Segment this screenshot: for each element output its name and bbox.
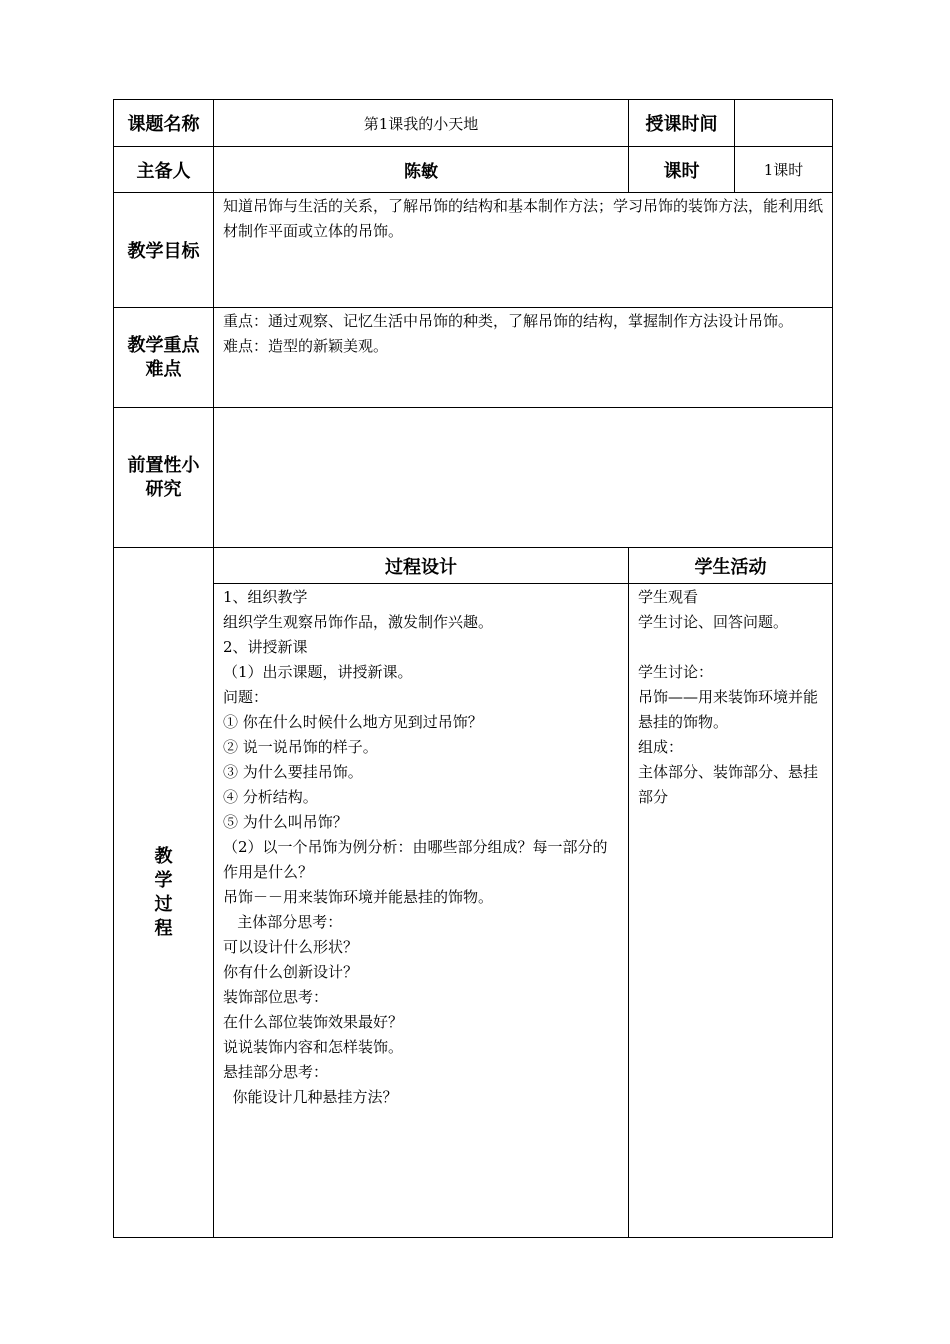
key-points-label-line-1: 教学重点 <box>127 334 200 356</box>
design-line: ③ 为什么要挂吊饰。 <box>223 763 363 781</box>
process-label-char-3: 过 <box>154 893 173 915</box>
design-line: ② 说一说吊饰的样子。 <box>223 738 378 756</box>
hours-label: 课时 <box>629 147 735 193</box>
design-line: （1）出示课题，讲授新课。 <box>223 663 413 681</box>
time-value <box>735 100 833 147</box>
activity-line: 主体部分、装饰部分、悬挂部分 <box>638 763 819 806</box>
design-line: 在什么部位装饰效果最好？ <box>223 1013 404 1031</box>
design-line: 你能设计几种悬挂方法？ <box>223 1088 398 1106</box>
process-label-char-2: 学 <box>154 869 173 891</box>
process-label-char-1: 教 <box>154 845 173 867</box>
process-header-row <box>114 548 833 584</box>
key-points-row <box>114 308 833 408</box>
design-line: 可以设计什么形状？ <box>223 938 359 956</box>
hours-value: 1课时 <box>735 147 833 193</box>
process-label-char-4: 程 <box>154 917 173 939</box>
activity-line: 学生观看 <box>638 588 699 606</box>
design-line: 主体部分思考： <box>223 913 343 931</box>
design-line: 1、组织教学 <box>223 588 308 606</box>
design-line: ⑤ 为什么叫吊饰？ <box>223 813 348 831</box>
lesson-plan-table <box>113 99 833 1238</box>
design-line: 装饰部位思考： <box>223 988 329 1006</box>
design-line: （2）以一个吊饰为例分析：由哪些部分组成？每一部分的作用是什么？ <box>223 838 608 881</box>
design-line: 2、讲授新课 <box>223 638 308 656</box>
design-line: 吊饰－－用来装饰环境并能悬挂的饰物。 <box>223 888 494 906</box>
activity-line: 学生讨论： <box>638 663 714 681</box>
preparer-label: 主备人 <box>114 147 214 193</box>
key-points-label-line-2: 难点 <box>145 358 182 380</box>
activity-line: 组成： <box>638 738 684 756</box>
topic-label: 课题名称 <box>114 100 214 147</box>
design-header: 过程设计 <box>214 548 629 584</box>
goals-text: 知道吊饰与生活的关系，了解吊饰的结构和基本制作方法；学习吊饰的装饰方法，能利用纸材制作平面或立体的吊饰。 <box>223 197 824 240</box>
process-body-row <box>114 584 833 1238</box>
design-line: ④ 分析结构。 <box>223 788 318 806</box>
pre-study-row <box>114 408 833 548</box>
pre-study-label <box>114 408 214 548</box>
design-line: 组织学生观察吊饰作品，激发制作兴趣。 <box>223 613 494 631</box>
goals-row <box>114 193 833 308</box>
key-points-label <box>114 308 214 408</box>
goals-label: 教学目标 <box>114 193 214 308</box>
pre-study-label-line-2: 研究 <box>145 478 182 500</box>
design-line: 悬挂部分思考： <box>223 1063 329 1081</box>
key-points-cell <box>214 308 833 408</box>
pre-study-cell <box>214 408 833 548</box>
design-cell <box>214 584 629 1238</box>
design-line: 你有什么创新设计？ <box>223 963 359 981</box>
key-point-text: 重点：通过观察、记忆生活中吊饰的种类，了解吊饰的结构，掌握制作方法设计吊饰。 <box>223 312 794 330</box>
design-line: 说说装饰内容和怎样装饰。 <box>223 1038 404 1056</box>
preparer-value: 陈敏 <box>214 147 629 193</box>
activity-cell <box>629 584 833 1238</box>
goals-cell <box>214 193 833 308</box>
activity-line: 吊饰——用来装饰环境并能悬挂的饰物。 <box>638 688 819 731</box>
time-label: 授课时间 <box>629 100 735 147</box>
difficulty-text: 难点：造型的新颖美观。 <box>223 337 389 355</box>
design-line: 问题： <box>223 688 269 706</box>
activity-header: 学生活动 <box>629 548 833 584</box>
activity-line: 学生讨论、回答问题。 <box>638 613 789 631</box>
pre-study-label-line-1: 前置性小 <box>127 454 200 476</box>
topic-row <box>114 100 833 147</box>
preparer-row <box>114 147 833 193</box>
topic-value: 第1课我的小天地 <box>214 100 629 147</box>
process-label <box>114 548 214 1238</box>
design-line: ① 你在什么时候什么地方见到过吊饰？ <box>223 713 483 731</box>
activity-line-blank <box>638 635 826 660</box>
